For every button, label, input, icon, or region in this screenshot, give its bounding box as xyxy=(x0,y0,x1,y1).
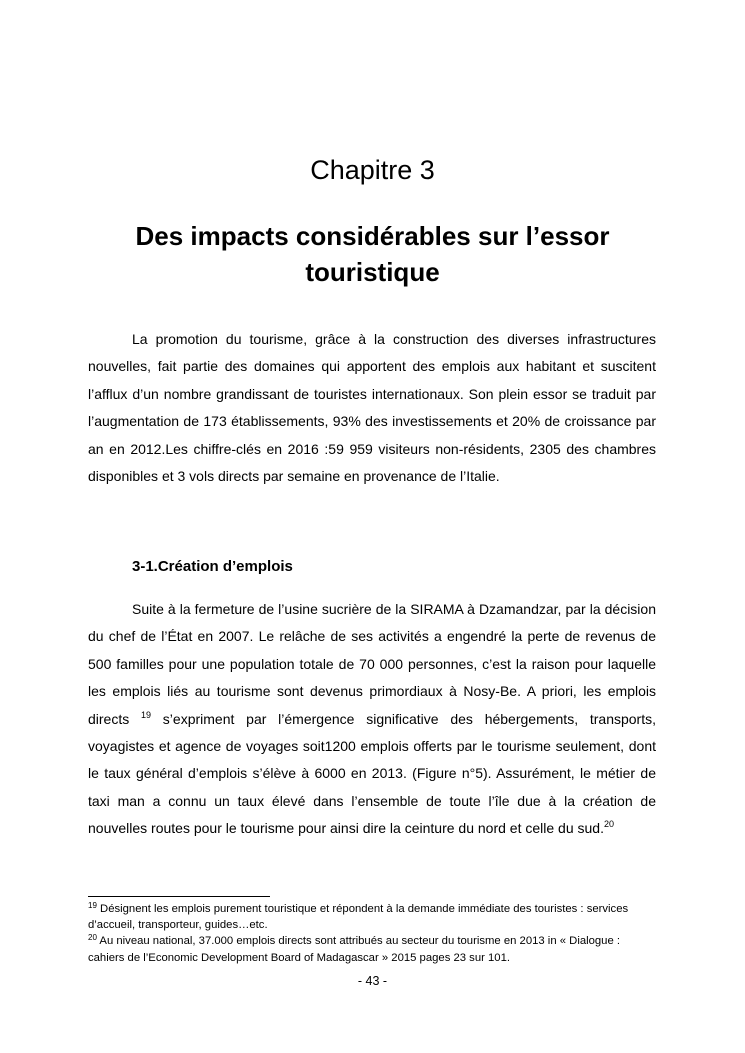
chapter-title: Des impacts considérables sur l’essor touristique xyxy=(135,221,610,287)
footnote-19 xyxy=(88,901,656,933)
footnote-ref-20[interactable]: 20 xyxy=(603,819,614,830)
footnotes xyxy=(88,901,656,966)
footnote-text: Au niveau national, 37.000 emplois directs sont attribués au secteur du tourisme en 2013 in « Dialogue : cahiers de l’Economic Development Board of Madagascar » 2015 pages 23 sur 101. xyxy=(88,935,621,964)
section-heading: 3-1.Création d’emplois xyxy=(132,558,293,575)
footnote-20 xyxy=(88,933,656,965)
page-number: - 43 - xyxy=(357,974,388,988)
footnote-separator xyxy=(88,896,270,897)
section-paragraph xyxy=(88,596,656,843)
section-paragraph-part1: Suite à la fermeture de l’usine sucrière de la SIRAMA à Dzamandzar, par la décision du chef de l’État en 2007. Le relâche de ses activités a engendré la perte de revenus de 500 familles pour une population totale de 70 000 personnes, c’est la raison pour laquelle les emplois liés au tourisme sont devenus primordiaux à Nosy-Be. A priori, les emplois directs xyxy=(88,601,656,727)
chapter-label: Chapitre 3 xyxy=(310,155,435,185)
footnote-text: Désignent les emplois purement touristique et répondent à la demande immédiate des touristes : services d’accueil, transporteur, guides…etc. xyxy=(88,903,629,932)
footnote-number: 20 xyxy=(88,933,97,943)
intro-paragraph: La promotion du tourisme, grâce à la construction des diverses infrastructures nouvelles, fait partie des domaines qui apportent des emplois aux habitant et suscitent l’afflux d’un nombre grandissant de touristes internationaux. Son plein essor se traduit par l’augmentation de 173 établissements, 93% des investissements et 20% de croissance par an en 2012.Les chiffre-clés en 2016 :59 959 visiteurs non-résidents, 2305 des chambres disponibles et 3 vols directs par semaine en provenance de l’Italie. xyxy=(88,331,656,485)
footnote-ref-19[interactable]: 19 xyxy=(141,709,152,720)
footnote-number: 19 xyxy=(88,901,97,910)
section-paragraph-part2: s’expriment par l’émergence significative des hébergements, transports, voyagistes et agence de voyages soit1200 emplois offerts par le tourisme seulement, dont le taux général d’emplois s’élève à 6000 en 2013. (Figure n°5). Assurément, le métier de taxi man a connu un taux élevé dans l’ensemble de toute l’île due à la création de nouvelles routes pour le tourisme pour ainsi dire la ceinture du nord et celle du sud. xyxy=(88,710,656,837)
